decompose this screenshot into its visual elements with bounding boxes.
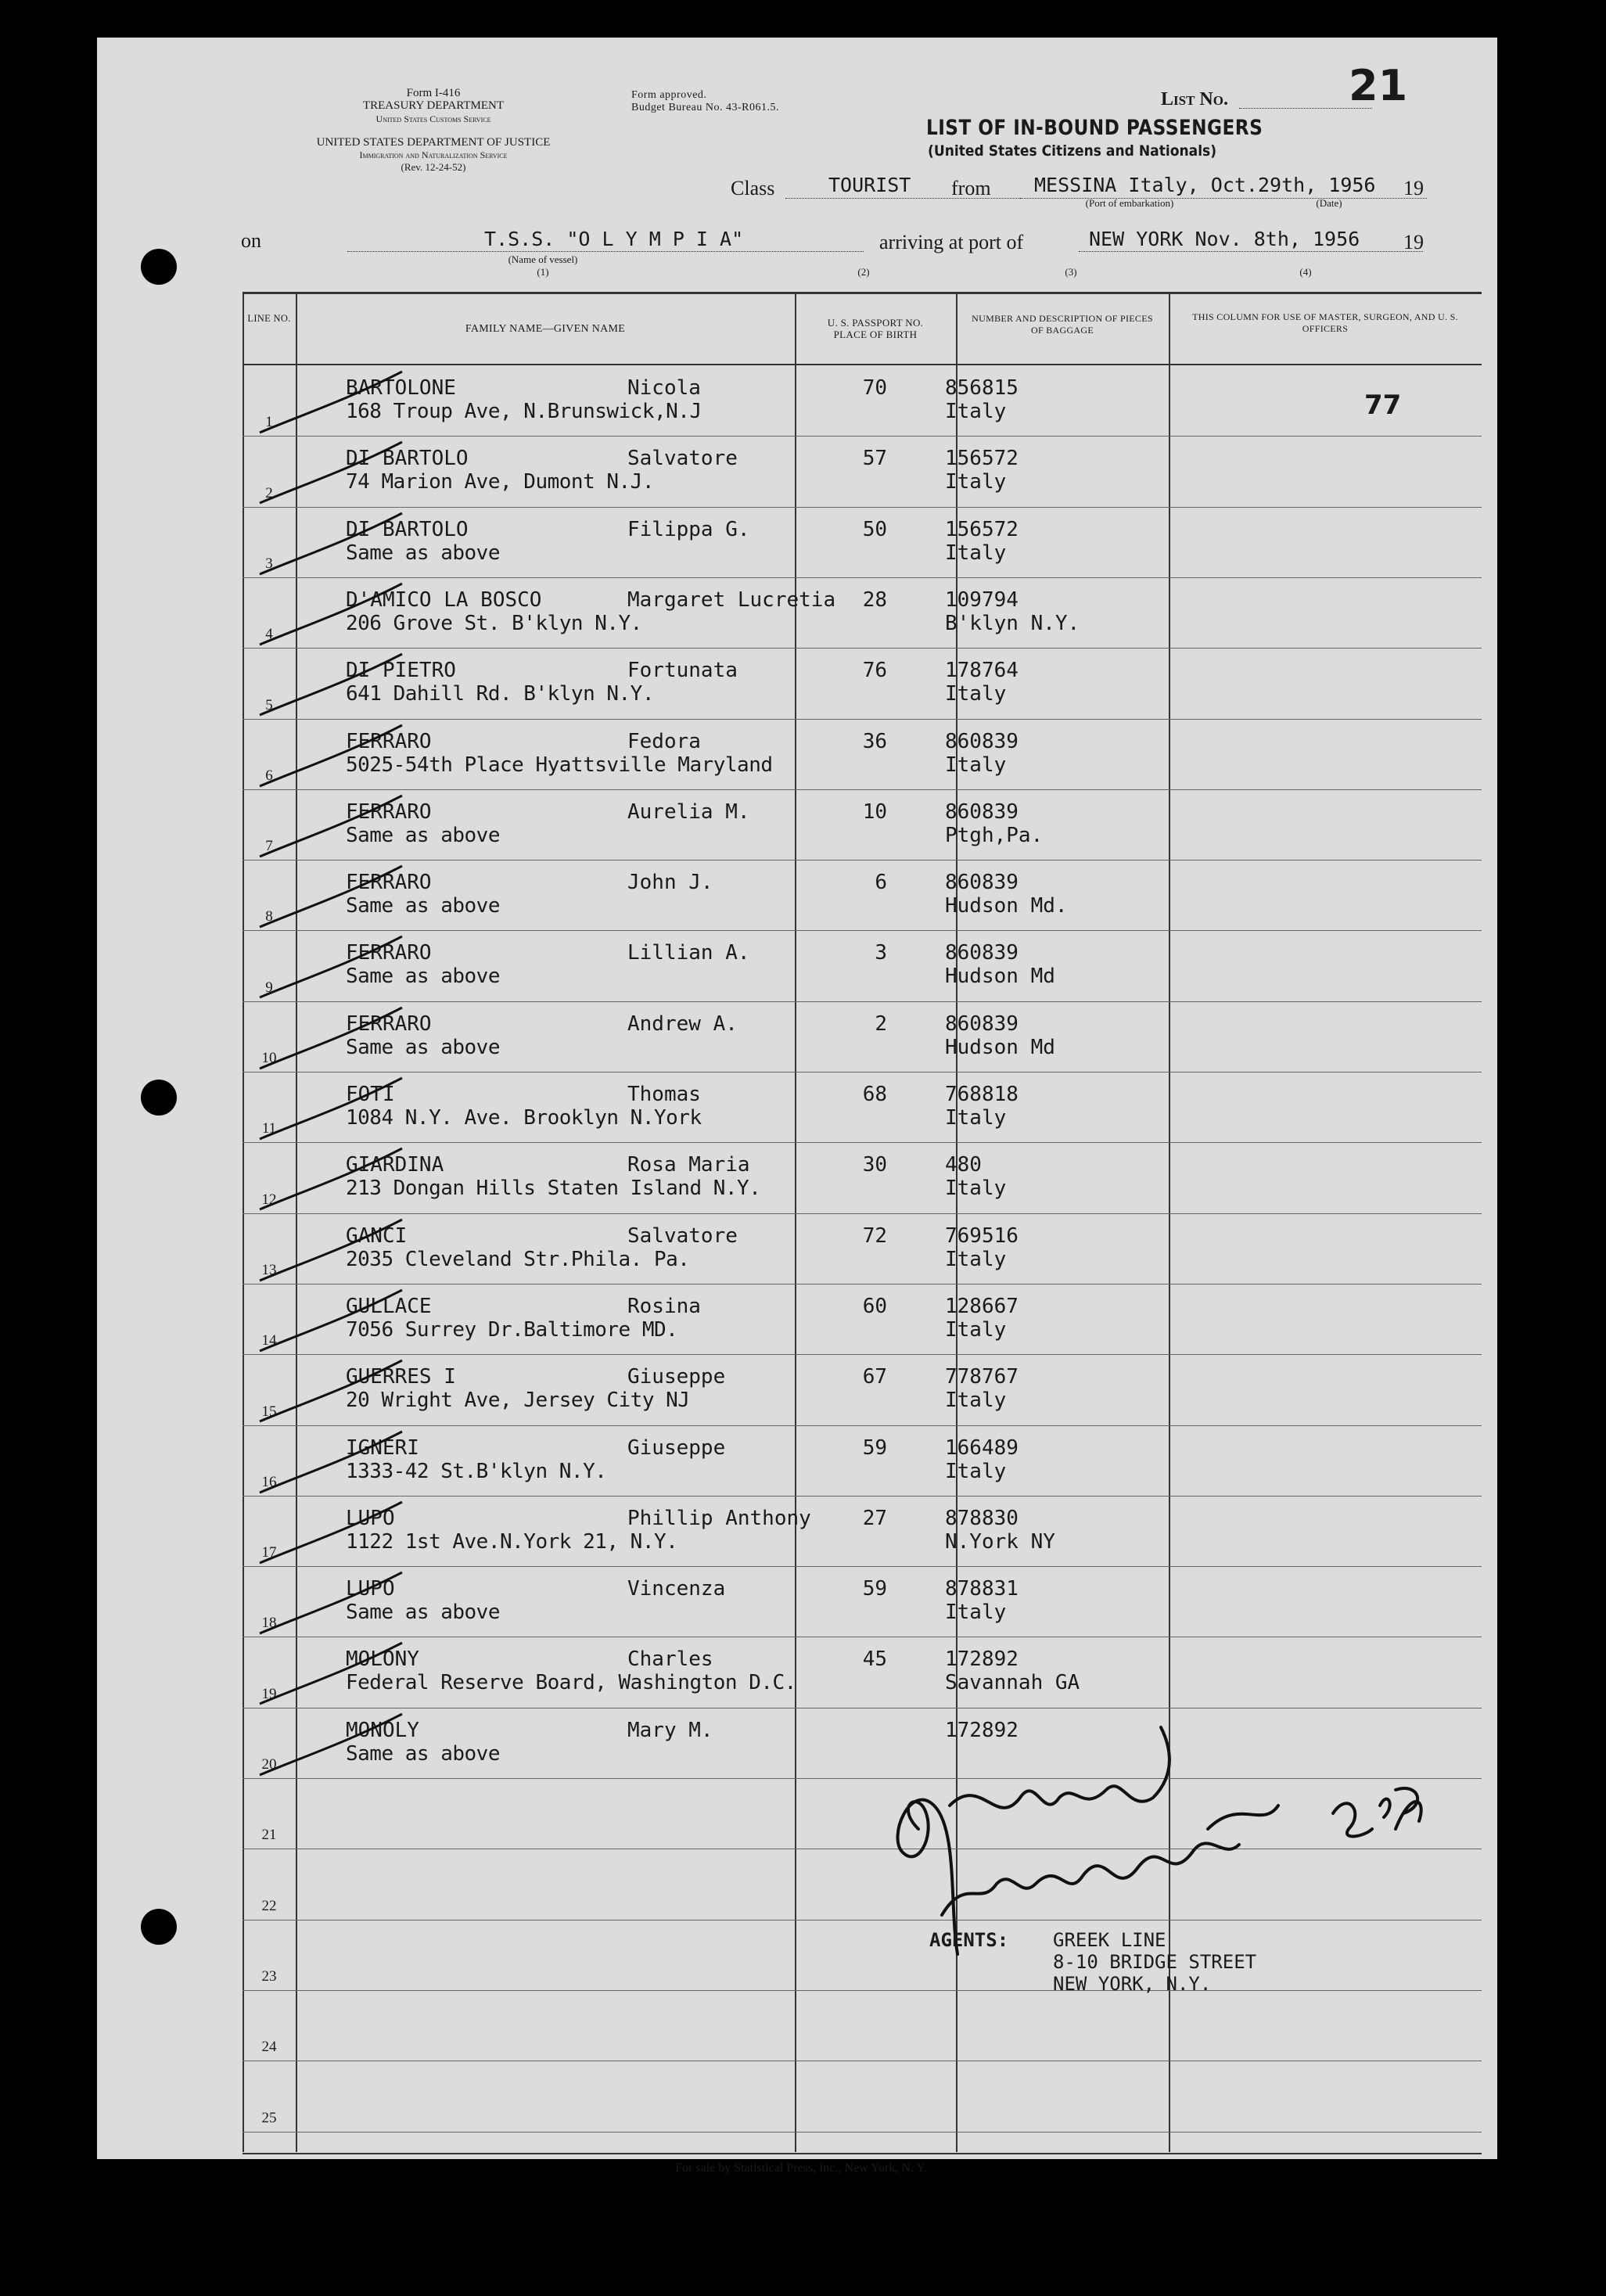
line-number: 8 (265, 908, 273, 925)
family-name: GIARDINA (346, 1153, 444, 1177)
line-number: 15 (261, 1403, 277, 1420)
form-title: LIST OF IN-BOUND PASSENGERS (926, 116, 1263, 140)
family-name: IGNERI (346, 1435, 419, 1460)
given-name: Margaret Lucretia (627, 587, 836, 612)
line-number: 20 (261, 1756, 277, 1773)
passenger-address: 206 Grove St. B'klyn N.Y. (346, 611, 642, 635)
line-number: 22 (261, 1897, 277, 1914)
list-no-label: List No. (1161, 89, 1228, 110)
passport-number: 172892 (945, 1718, 1019, 1742)
given-name: Charles (627, 1647, 713, 1672)
birth-place: Italy (945, 470, 1007, 494)
passenger-age: 72 (862, 1223, 887, 1248)
passenger-age: 67 (862, 1365, 887, 1389)
birth-place: Ptgh,Pa. (945, 823, 1044, 847)
checkmark-icon (253, 1287, 410, 1357)
given-name: Fedora (627, 729, 701, 753)
given-name: Andrew A. (627, 1011, 738, 1036)
passenger-age: 57 (862, 447, 887, 471)
officer-note: 77 (1364, 390, 1402, 421)
header-officers: THIS COLUMN FOR USE OF MASTER, SURGEON, AND U. S. OFFICERS (1192, 311, 1458, 334)
passport-number: 778767 (945, 1365, 1019, 1389)
passenger-address: 74 Marion Ave, Dumont N.J. (346, 470, 654, 494)
vessel-col-num: (1) (537, 266, 549, 278)
col-divider-officers (1169, 292, 1170, 2152)
family-name: GANCI (346, 1223, 408, 1248)
passenger-address: 1122 1st Ave.N.York 21, N.Y. (346, 1529, 678, 1554)
given-name: Vincenza (627, 1577, 726, 1601)
birth-place: B'klyn N.Y. (945, 611, 1080, 635)
row-separator (243, 1496, 1482, 1497)
checkmark-icon (253, 1004, 410, 1075)
given-name: Aurelia M. (627, 799, 750, 824)
checkmark-icon (253, 1145, 410, 1216)
ins-service: Immigration and Naturalization Service (359, 149, 508, 160)
passport-number: 769516 (945, 1223, 1019, 1248)
row-separator (243, 1142, 1482, 1143)
line-number: 10 (261, 1050, 277, 1066)
birth-place: Italy (945, 400, 1007, 423)
passenger-address: Federal Reserve Board, Washington D.C. (346, 1671, 796, 1695)
checkmark-icon (253, 580, 410, 651)
checkmark-icon (253, 1216, 410, 1287)
family-name: FOTI (346, 1083, 395, 1106)
family-name: FERRARO (346, 799, 432, 824)
checkmark-icon (253, 1075, 410, 1145)
birth-place: Italy (945, 1106, 1007, 1130)
passport-number: 878831 (945, 1577, 1019, 1601)
arriving-label: arriving at port of (879, 231, 1024, 253)
header-line-no: LINE NO. (247, 313, 291, 324)
line-number: 24 (261, 2039, 277, 2056)
customs-service: United States Customs Service (375, 113, 491, 124)
family-name: D'AMICO LA BOSCO (346, 587, 542, 612)
family-name: MONOLY (346, 1718, 419, 1742)
justice-dept: UNITED STATES DEPARTMENT OF JUSTICE (316, 136, 551, 149)
row-separator (243, 719, 1482, 720)
row-separator (243, 1001, 1482, 1002)
passport-number: 768818 (945, 1083, 1019, 1106)
passport-number: 109794 (945, 587, 1019, 612)
header-passport: U. S. PASSPORT NO. PLACE OF BIRTH (827, 317, 924, 340)
family-name: FERRARO (346, 871, 432, 895)
passport-number: 860839 (945, 799, 1019, 824)
checkmark-icon (253, 368, 410, 439)
family-name: LUPO (346, 1506, 395, 1530)
given-name: Phillip Anthony (627, 1506, 811, 1530)
passenger-age: 10 (862, 799, 887, 824)
passport-number: 172892 (945, 1647, 1019, 1672)
given-name: Giuseppe (627, 1435, 726, 1460)
passenger-age: 60 (862, 1294, 887, 1318)
arrival-underline (1079, 250, 1423, 252)
date-caption: (Date) (1316, 197, 1342, 209)
table-frame (243, 292, 1482, 2154)
passport-number: 860839 (945, 871, 1019, 895)
birth-place: Italy (945, 1247, 1007, 1271)
col-divider-passport (795, 292, 796, 2152)
row-separator (243, 648, 1482, 649)
passport-number: 480 (945, 1153, 982, 1177)
passenger-age: 30 (862, 1153, 887, 1177)
passport-number: 156572 (945, 517, 1019, 541)
passport-number: 878830 (945, 1506, 1019, 1530)
footer-printer: For sale by Statistical Press, Inc., New York, N. Y. (675, 2161, 927, 2175)
line-number: 19 (261, 1685, 277, 1702)
line-number: 3 (265, 555, 273, 572)
given-name: Giuseppe (627, 1365, 726, 1389)
header-name: FAMILY NAME—GIVEN NAME (465, 323, 626, 335)
class-label: Class (731, 177, 775, 199)
row-separator (243, 789, 1482, 790)
from-year-suffix: 19 (1403, 177, 1424, 199)
family-name: DI BARTOLO (346, 517, 469, 541)
passenger-address: Same as above (346, 1035, 500, 1059)
passenger-age: 76 (862, 659, 887, 683)
row-separator (243, 1778, 1482, 1779)
birth-place: Italy (945, 1459, 1007, 1483)
line-number: 7 (265, 838, 273, 855)
line-number: 16 (261, 1473, 277, 1490)
col-num-4: (4) (1299, 266, 1312, 278)
checkmark-icon (253, 1357, 410, 1428)
passenger-address: Same as above (346, 541, 500, 565)
passenger-address: Same as above (346, 823, 500, 847)
checkmark-icon (253, 933, 410, 1004)
binder-hole-bottom (141, 1909, 177, 1945)
checkmark-icon (253, 1711, 410, 1781)
line-number: 11 (261, 1120, 277, 1137)
given-name: Lillian A. (627, 941, 750, 965)
row-separator (243, 1708, 1482, 1709)
row-separator (243, 930, 1482, 931)
passenger-address: 1084 N.Y. Ave. Brooklyn N.York (346, 1106, 702, 1130)
birth-place: Italy (945, 1317, 1007, 1342)
line-number: 21 (261, 1827, 277, 1844)
given-name: John J. (627, 871, 713, 895)
arrival-year-suffix: 19 (1403, 231, 1424, 253)
family-name: LUPO (346, 1577, 395, 1601)
passenger-age: 28 (862, 587, 887, 612)
checkmark-icon (253, 792, 410, 863)
row-separator (243, 1354, 1482, 1355)
birth-place: Hudson Md. (945, 894, 1068, 918)
given-name: Filippa G. (627, 517, 750, 541)
passenger-age: 2 (875, 1011, 887, 1036)
passport-number: 178764 (945, 659, 1019, 683)
col-divider-baggage (956, 292, 957, 2152)
treasury-dept: TREASURY DEPARTMENT (362, 99, 505, 112)
passport-number: 166489 (945, 1435, 1019, 1460)
passport-number: 156572 (945, 447, 1019, 471)
birth-place: Italy (945, 753, 1007, 777)
line-number: 5 (265, 696, 273, 713)
form-number: Form I-416 (406, 87, 461, 99)
row-separator (243, 1566, 1482, 1567)
passenger-address: Same as above (346, 965, 500, 989)
line-number: 1 (265, 414, 273, 431)
passport-number: 860839 (945, 1011, 1019, 1036)
agents-line2: 8-10 BRIDGE STREET (1053, 1951, 1257, 1973)
row-separator (243, 1425, 1482, 1426)
passenger-address: 5025-54th Place Hyattsville Maryland (346, 753, 773, 777)
on-label: on (241, 229, 261, 252)
given-name: Thomas (627, 1083, 701, 1106)
given-name: Rosina (627, 1294, 701, 1318)
family-name: DI BARTOLO (346, 447, 469, 471)
family-name: DI PIETRO (346, 659, 456, 683)
line-number: 25 (261, 2109, 277, 2126)
col-num-2: (2) (857, 266, 870, 278)
col-num-3: (3) (1065, 266, 1077, 278)
family-name: FERRARO (346, 1011, 432, 1036)
row-separator (243, 1213, 1482, 1214)
row-separator (243, 1284, 1482, 1285)
row-separator (243, 436, 1482, 437)
budget-number: Budget Bureau No. 43-R061.5. (631, 102, 779, 113)
line-number: 14 (261, 1332, 277, 1349)
passenger-age: 27 (862, 1506, 887, 1530)
birth-place: Italy (945, 682, 1007, 706)
checkmark-icon (253, 1569, 410, 1640)
agents-label: AGENTS: (929, 1929, 1009, 1951)
arrival-value: NEW YORK Nov. 8th, 1956 (1089, 228, 1360, 250)
from-label: from (951, 177, 991, 199)
passport-number: 860839 (945, 941, 1019, 965)
passenger-address: Same as above (346, 1741, 500, 1766)
list-number: 21 (1349, 61, 1408, 110)
passport-number: 128667 (945, 1294, 1019, 1318)
passenger-age: 6 (875, 871, 887, 895)
family-name: BARTOLONE (346, 376, 456, 400)
row-separator (243, 2132, 1482, 2133)
checkmark-icon (253, 439, 410, 509)
line-number: 23 (261, 1967, 277, 1985)
form-subtitle: (United States Citizens and Nationals) (928, 142, 1217, 160)
passenger-age: 70 (862, 376, 887, 400)
line-number: 12 (261, 1191, 277, 1208)
checkmark-icon (253, 863, 410, 933)
row-separator (243, 860, 1482, 861)
row-separator (243, 1920, 1482, 1921)
vessel-caption: (Name of vessel) (508, 253, 578, 265)
passenger-age: 68 (862, 1083, 887, 1106)
passenger-age: 50 (862, 517, 887, 541)
passenger-address: 168 Troup Ave, N.Brunswick,N.J (346, 400, 702, 423)
passenger-age: 36 (862, 729, 887, 753)
manifest-sheet (97, 38, 1497, 2175)
checkmark-icon (253, 510, 410, 580)
binder-hole-top (141, 249, 177, 285)
passenger-address: Same as above (346, 1601, 500, 1625)
header-bottom-rule (243, 364, 1482, 365)
birth-place: Italy (945, 541, 1007, 565)
checkmark-icon (253, 651, 410, 721)
row-separator (243, 507, 1482, 508)
class-value: TOURIST (828, 174, 911, 196)
binder-hole-middle (141, 1080, 177, 1116)
checkmark-icon (253, 1428, 410, 1499)
line-number: 2 (265, 484, 273, 501)
passenger-address: 641 Dahill Rd. B'klyn N.Y. (346, 682, 654, 706)
passenger-address: 7056 Surrey Dr.Baltimore MD. (346, 1317, 678, 1342)
given-name: Fortunata (627, 659, 738, 683)
checkmark-icon (253, 1499, 410, 1569)
birth-place: Italy (945, 1601, 1007, 1625)
port-embark-caption: (Port of embarkation) (1085, 197, 1174, 209)
passport-number: 860839 (945, 729, 1019, 753)
checkmark-icon (253, 722, 410, 792)
line-number: 6 (265, 767, 273, 784)
passenger-age: 59 (862, 1435, 887, 1460)
passenger-address: 1333-42 St.B'klyn N.Y. (346, 1459, 607, 1483)
family-name: FERRARO (346, 729, 432, 753)
birth-place: Hudson Md (945, 1035, 1055, 1059)
form-approved: Form approved. (631, 89, 707, 101)
from-value: MESSINA Italy, Oct.29th, 1956 (1034, 174, 1376, 196)
given-name: Nicola (627, 376, 701, 400)
vessel-name: T.S.S. "O L Y M P I A" (484, 228, 744, 250)
given-name: Rosa Maria (627, 1153, 750, 1177)
passenger-address: 213 Dongan Hills Staten Island N.Y. (346, 1177, 761, 1201)
passenger-age: 59 (862, 1577, 887, 1601)
row-separator (243, 577, 1482, 578)
row-separator (243, 1072, 1482, 1073)
family-name: GULLACE (346, 1294, 432, 1318)
passenger-age: 3 (875, 941, 887, 965)
birth-place: Italy (945, 1389, 1007, 1413)
family-name: GUERRES I (346, 1365, 456, 1389)
family-name: MOLONY (346, 1647, 419, 1672)
given-name: Mary M. (627, 1718, 713, 1742)
birth-place: Italy (945, 1177, 1007, 1201)
passenger-address: 20 Wright Ave, Jersey City NJ (346, 1389, 690, 1413)
agents-line3: NEW YORK, N.Y. (1053, 1973, 1212, 1995)
birth-place: N.York NY (945, 1529, 1055, 1554)
row-separator (243, 1990, 1482, 1991)
col-divider-line (243, 292, 244, 2152)
passenger-address: 2035 Cleveland Str.Phila. Pa. (346, 1247, 690, 1271)
birth-place: Savannah GA (945, 1671, 1080, 1695)
passenger-address: Same as above (346, 894, 500, 918)
line-number: 18 (261, 1615, 277, 1632)
passenger-age: 45 (862, 1647, 887, 1672)
agents-line1: GREEK LINE (1053, 1929, 1166, 1951)
line-number: 9 (265, 979, 273, 996)
birth-place: Hudson Md (945, 965, 1055, 989)
given-name: Salvatore (627, 1223, 738, 1248)
checkmark-icon (253, 1640, 410, 1710)
vessel-underline (347, 250, 864, 252)
line-number: 13 (261, 1261, 277, 1278)
header-baggage: NUMBER AND DESCRIPTION OF PIECES OF BAGGAGE (972, 313, 1153, 336)
given-name: Salvatore (627, 447, 738, 471)
passport-number: 856815 (945, 376, 1019, 400)
form-revision: (Rev. 12-24-52) (401, 161, 466, 173)
line-number: 4 (265, 626, 273, 643)
family-name: FERRARO (346, 941, 432, 965)
line-number: 17 (261, 1544, 277, 1561)
